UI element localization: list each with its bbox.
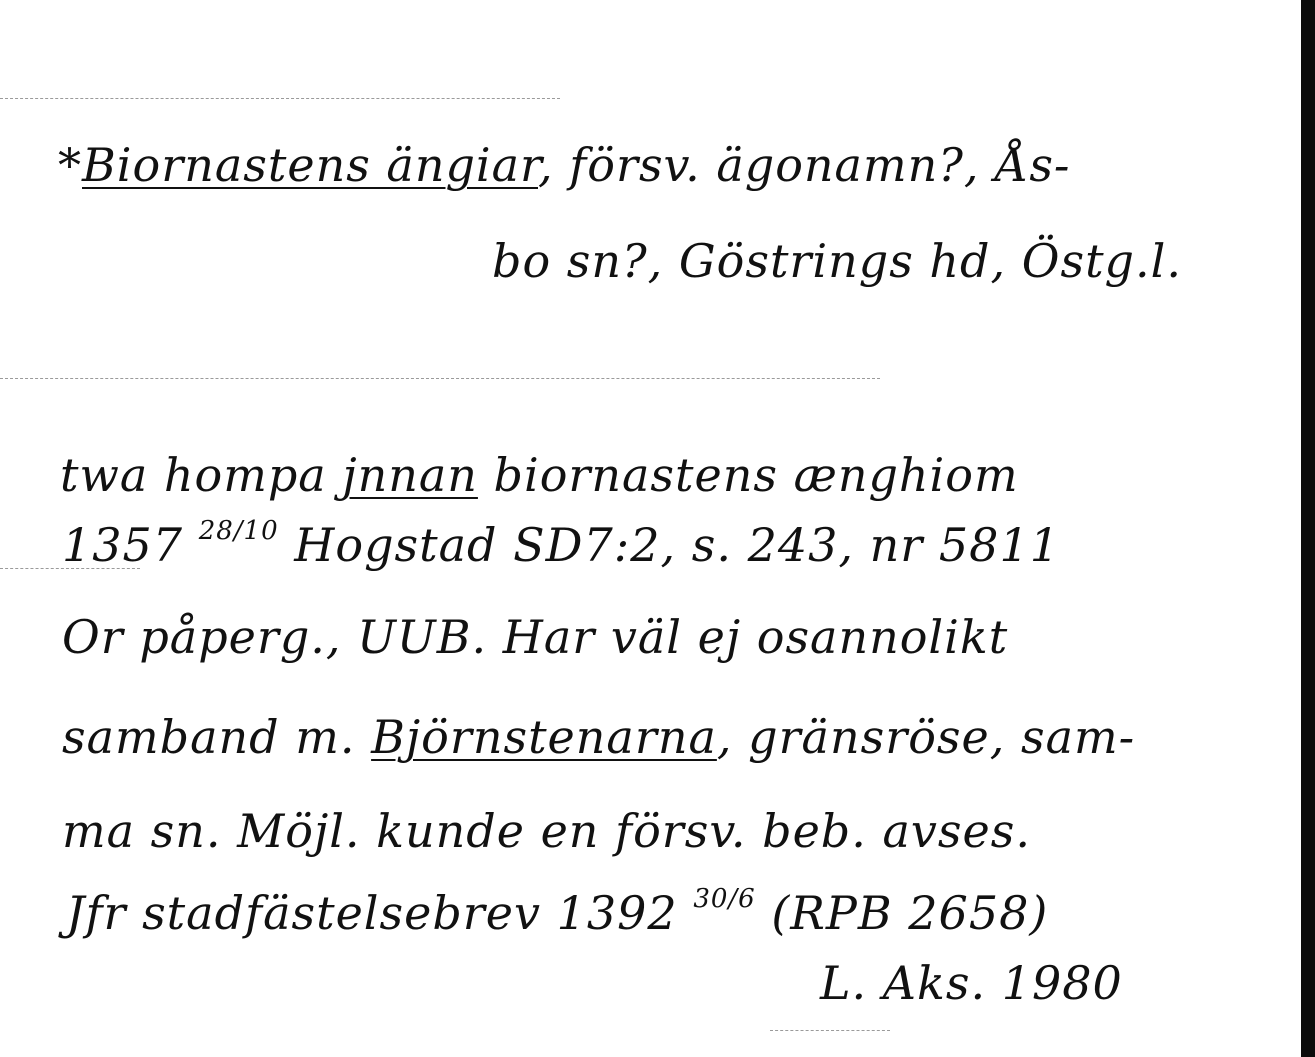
underlined-place-name: Björnstenarna bbox=[371, 710, 717, 764]
date-superscript: 28/10 bbox=[198, 516, 279, 546]
body-line-1-post: biornastens ænghiom bbox=[477, 448, 1019, 502]
body-line-4 bbox=[62, 710, 1136, 764]
body-line-6 bbox=[66, 884, 1049, 940]
body-line-2-rest: Hogstad SD7:2, s. 243, nr 5811 bbox=[294, 518, 1060, 572]
ruled-line bbox=[0, 378, 880, 379]
body-line-4-post: , gränsröse, sam- bbox=[716, 710, 1136, 764]
signature: L. Aks. 1980 bbox=[820, 956, 1123, 1010]
body-line-4-pre: samband m. bbox=[62, 710, 372, 764]
body-line-6-pre: Jfr stadfästelsebrev 1392 bbox=[66, 886, 678, 940]
place-name-underlined: Biornastens ängiar bbox=[82, 138, 538, 192]
body-line-1-pre: twa hompa bbox=[60, 448, 343, 502]
body-line-2 bbox=[62, 516, 1060, 572]
body-line-1 bbox=[60, 448, 1019, 502]
header-line-1-rest: , försv. ägonamn?, Ås- bbox=[538, 138, 1071, 192]
asterisk-mark: * bbox=[58, 138, 82, 192]
year: 1357 bbox=[62, 518, 184, 572]
body-line-3: Or påperg., UUB. Har väl ej osannolikt bbox=[62, 610, 1009, 664]
header-line-2: bo sn?, Göstrings hd, Östg.l. bbox=[492, 234, 1182, 288]
body-line-5: ma sn. Möjl. kunde en försv. beb. avses. bbox=[62, 804, 1031, 858]
ruled-line bbox=[770, 1030, 890, 1031]
right-edge-border bbox=[1301, 0, 1315, 1057]
header-line-1 bbox=[58, 138, 1071, 192]
date-superscript-2: 30/6 bbox=[693, 884, 756, 914]
underlined-word: jnnan bbox=[342, 448, 478, 502]
body-line-6-post: (RPB 2658) bbox=[771, 886, 1049, 940]
ruled-line bbox=[0, 98, 560, 99]
